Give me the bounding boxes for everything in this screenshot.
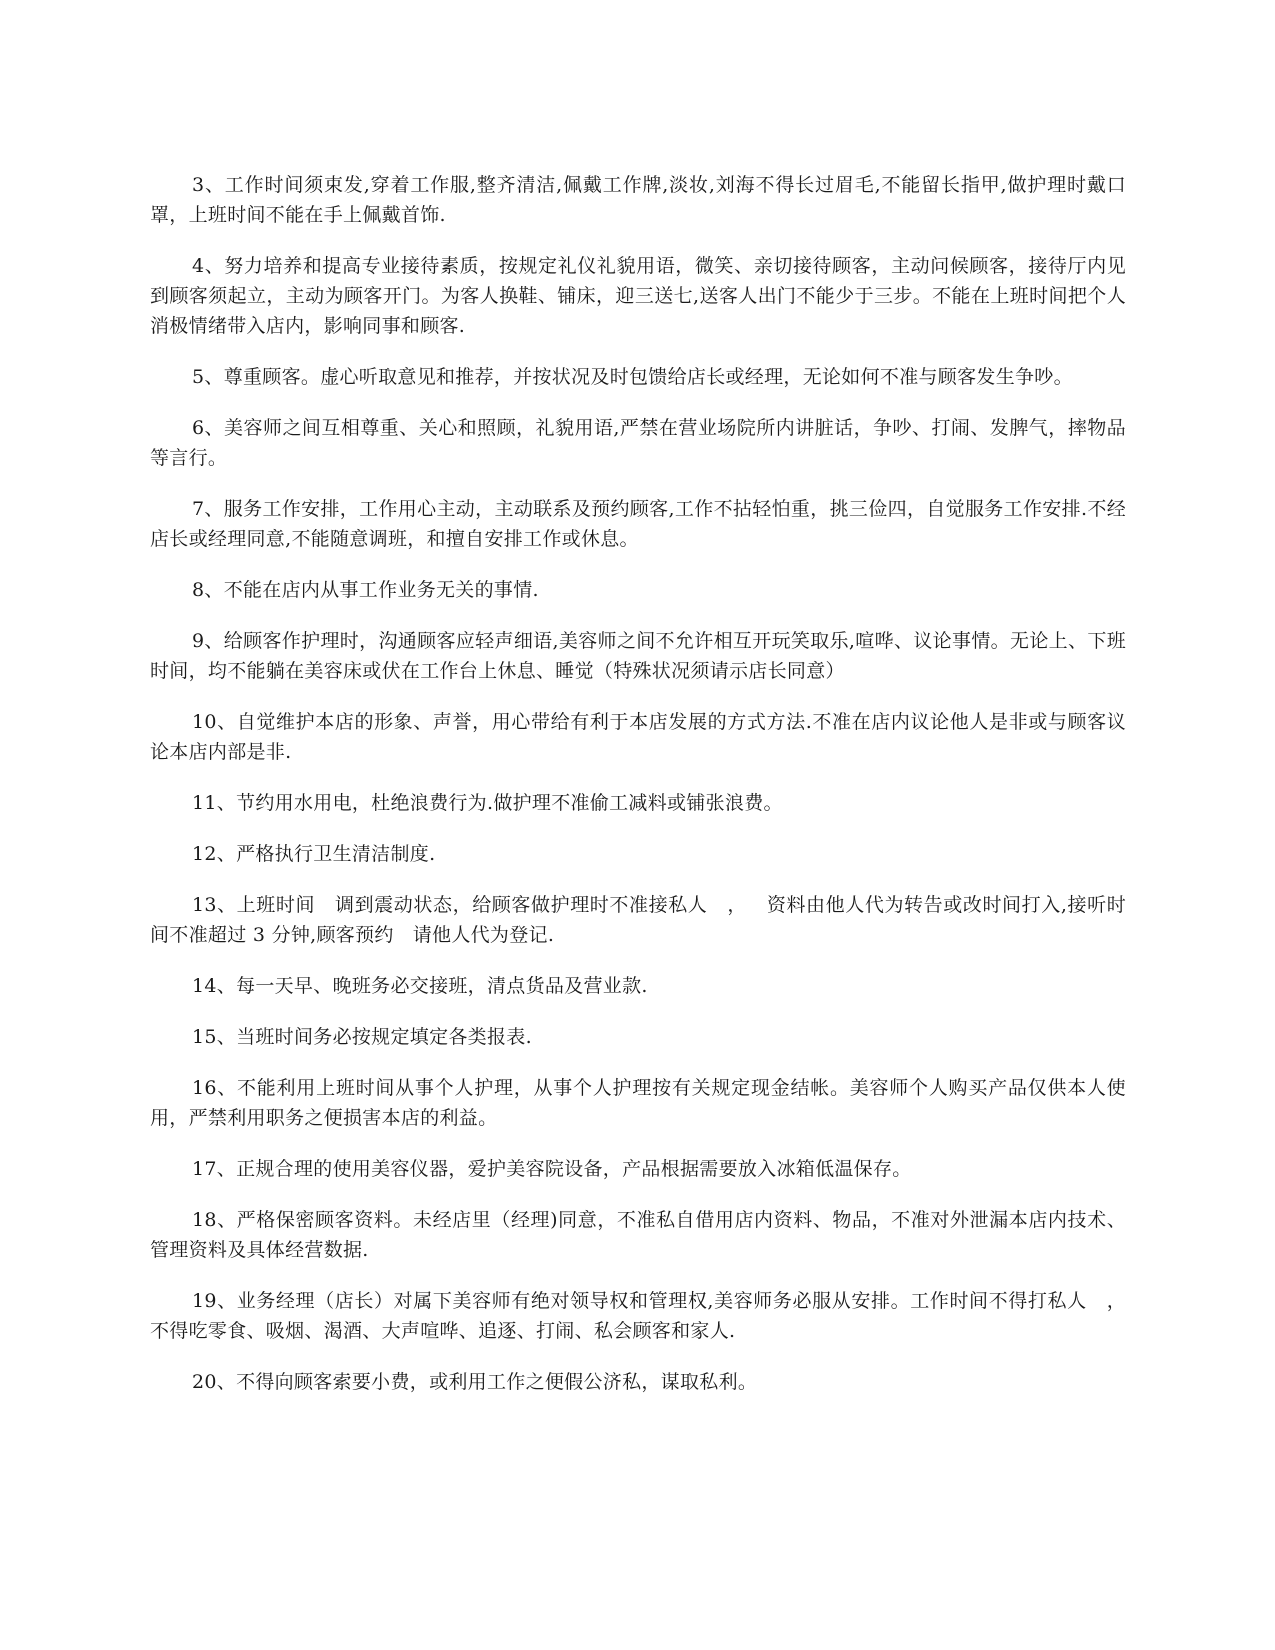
rule-paragraph-19: 19、业务经理（店长）对属下美容师有绝对领导权和管理权,美容师务必服从安排。工作时间不得打私人 ，不得吃零食、吸烟、渴酒、大声喧哗、追逐、打闹、私会顾客和家人.	[150, 1290, 1126, 1342]
rule-paragraph-10: 10、自觉维护本店的形象、声誉，用心带给有利于本店发展的方式方法.不准在店内议论他人是非或与顾客议论本店内部是非.	[150, 711, 1126, 763]
rule-paragraph-18: 18、严格保密顾客资料。未经店里（经理)同意，不准私自借用店内资料、物品，不准对外泄漏本店内技术、管理资料及具体经营数据.	[150, 1209, 1126, 1261]
rule-paragraph-9: 9、给顾客作护理时，沟通顾客应轻声细语,美容师之间不允许相互开玩笑取乐,喧哗、议论事情。无论上、下班时间，均不能躺在美容床或伏在工作台上休息、睡觉（特殊状况须请示店长同意）	[150, 630, 1126, 682]
rule-paragraph-13: 13、上班时间 调到震动状态，给顾客做护理时不准接私人 ， 资料由他人代为转告或改时间打入,接听时间不准超过 3 分钟,顾客预约 请他人代为登记.	[150, 894, 1126, 946]
rule-paragraph-16: 16、不能利用上班时间从事个人护理，从事个人护理按有关规定现金结帐。美容师个人购买产品仅供本人使用，严禁利用职务之便损害本店的利益。	[150, 1077, 1126, 1129]
rule-paragraph-15: 15、当班时间务必按规定填定各类报表.	[192, 1026, 532, 1048]
rule-paragraph-8: 8、不能在店内从事工作业务无关的事情.	[192, 579, 539, 601]
rule-paragraph-11: 11、节约用水用电，杜绝浪费行为.做护理不准偷工减料或铺张浪费。	[192, 792, 783, 814]
rule-paragraph-17: 17、正规合理的使用美容仪器，爱护美容院设备，产品根据需要放入冰箱低温保存。	[192, 1158, 912, 1180]
rule-paragraph-3: 3、工作时间须束发,穿着工作服,整齐清洁,佩戴工作牌,淡妆,刘海不得长过眉毛,不能留长指甲,做护理时戴口罩，上班时间不能在手上佩戴首饰.	[150, 174, 1126, 226]
rule-paragraph-5: 5、尊重顾客。虚心听取意见和推荐，并按状况及时包馈给店长或经理，无论如何不准与顾客发生争吵。	[192, 366, 1073, 388]
rule-paragraph-4: 4、努力培养和提高专业接待素质，按规定礼仪礼貌用语，微笑、亲切接待顾客，主动问候顾客，接待厅内见到顾客须起立，主动为顾客开门。为客人换鞋、铺床，迎三送七,送客人出门不能少于三步。不能在上班时间把个人消极情绪带入店内，影响同事和顾客.	[150, 255, 1126, 337]
rule-paragraph-7: 7、服务工作安排，工作用心主动，主动联系及预约顾客,工作不拈轻怕重，挑三俭四，自觉服务工作安排.不经店长或经理同意,不能随意调班，和擅自安排工作或休息。	[150, 498, 1126, 550]
rule-paragraph-14: 14、每一天早、晚班务必交接班，清点货品及营业款.	[192, 975, 648, 997]
document-body	[150, 170, 1126, 1418]
rule-paragraph-20: 20、不得向顾客索要小费，或利用工作之便假公济私，谋取私利。	[192, 1371, 758, 1393]
rule-paragraph-6: 6、美容师之间互相尊重、关心和照顾，礼貌用语,严禁在营业场院所内讲脏话，争吵、打闹、发脾气，摔物品等言行。	[150, 417, 1126, 469]
rule-paragraph-12: 12、严格执行卫生清洁制度.	[192, 843, 436, 865]
